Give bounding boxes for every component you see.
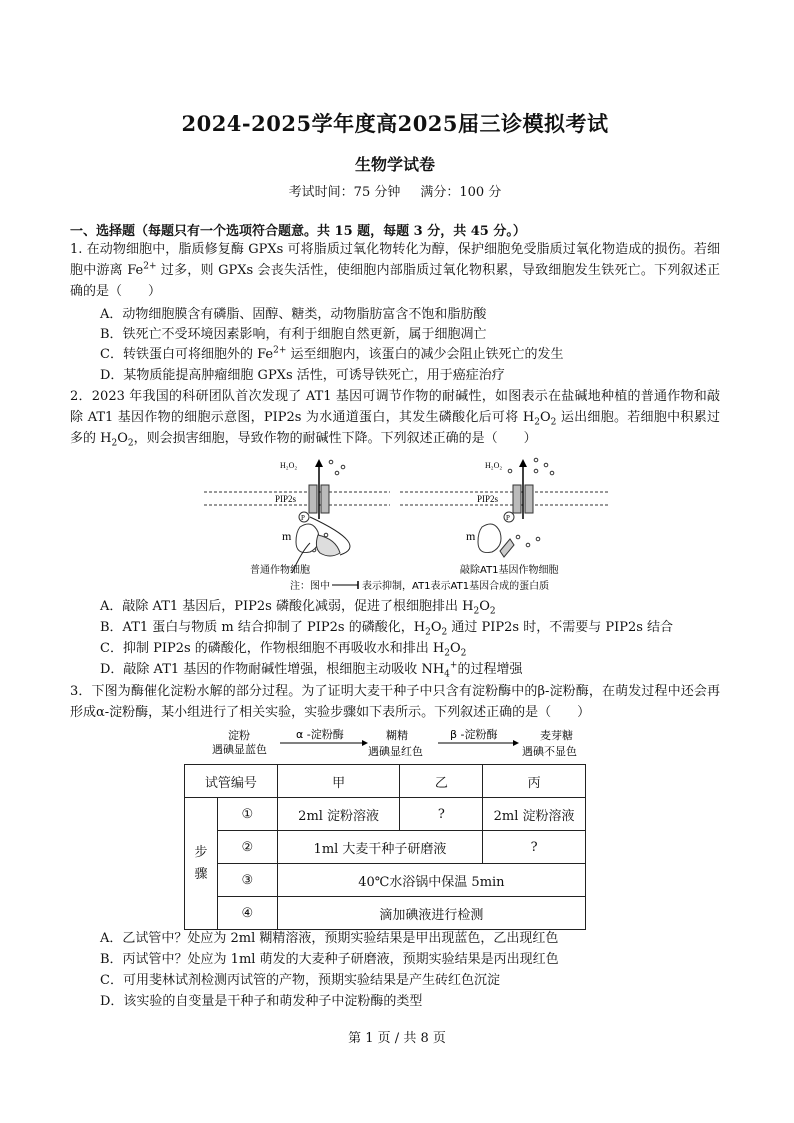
question-1-option-a[interactable]: A．动物细胞膜含有磷脂、固醇、糖类，动物脂肪富含不饱和脂肪酸	[100, 307, 487, 322]
table-row	[185, 864, 586, 897]
table-cell: ?	[483, 831, 586, 864]
table-cell: 2ml 淀粉溶液	[277, 798, 400, 831]
table-row	[185, 798, 586, 831]
question-2-option-d[interactable]: D．敲除 AT1 基因的作物耐碱性增强，根细胞主动吸收 $NH_4^+$的过程增强	[100, 660, 523, 680]
arrow-right-icon	[513, 740, 519, 746]
svg-text:糊精: 糊精	[386, 729, 408, 742]
pip2s-channel-left	[309, 485, 317, 513]
svg-text:m: m	[466, 529, 476, 543]
step-number-cell: ④	[217, 897, 277, 930]
svg-text:敲除AT1基因作物细胞: 敲除AT1基因作物细胞	[460, 565, 559, 576]
svg-text:PIP2s: PIP2s	[477, 494, 499, 504]
svg-text:PIP2s: PIP2s	[275, 494, 297, 504]
table-row	[185, 897, 586, 930]
table-cell: 40℃水浴锅中保温 5min	[277, 864, 585, 897]
question-3-option-b[interactable]: B．丙试管中？处应为 1ml 萌发的大麦种子研磨液，预期实验结果是丙出现红色	[100, 952, 559, 967]
table-cell: 1ml 大麦干种子研磨液	[277, 831, 482, 864]
question-2-option-b[interactable]: B．AT1 蛋白与物质 m 结合抑制了 PIP2s 的磷酸化，$H_2O_2$ 通过 PIP2s 时，不需要与 PIP2s 结合	[100, 620, 674, 638]
exam-score: 满分：100 分	[420, 185, 502, 200]
svg-text:β -淀粉酶: β -淀粉酶	[450, 728, 498, 741]
steps-label-cell: 步 骤	[185, 798, 218, 930]
table-cell: 2ml 淀粉溶液	[483, 798, 586, 831]
question-2-option-a[interactable]: A．敲除 AT1 基因后，PIP2s 磷酸化减弱，促进了根细胞排出 $H_2O_2$	[100, 599, 496, 617]
table-header-cell: 甲	[277, 765, 400, 798]
question-3-option-a[interactable]: A．乙试管中？处应为 2ml 糊精溶液，预期实验结果是甲出现蓝色，乙出现红色	[100, 931, 559, 946]
svg-text:遇碘显蓝色: 遇碘显蓝色	[212, 743, 267, 756]
question-1-option-b[interactable]: B．铁死亡不受环境因素影响，有利于细胞自然更新，属于细胞凋亡	[100, 327, 487, 342]
at1-protein-icon	[316, 535, 340, 556]
cell-membrane-figure	[200, 455, 620, 595]
exam-subtitle: 生物学试卷	[354, 155, 435, 174]
page-footer: 第 1 页 / 共 8 页	[348, 1031, 446, 1046]
svg-text:P: P	[506, 514, 510, 522]
table-header-cell: 丙	[483, 765, 586, 798]
step-number-cell: ②	[217, 831, 277, 864]
svg-text:遇碘显红色: 遇碘显红色	[368, 745, 423, 758]
export-arrow-icon	[519, 459, 527, 467]
step-number-cell: ①	[217, 798, 277, 831]
svg-text:普通作物细胞: 普通作物细胞	[250, 565, 310, 576]
starch-hydrolysis-flow	[210, 725, 630, 763]
svg-text:α -淀粉酶: α -淀粉酶	[296, 728, 344, 741]
substance-m-icon	[478, 524, 501, 553]
svg-text:麦芽糖: 麦芽糖	[540, 729, 573, 742]
section-heading: 一、选择题（每题只有一个选项符合题意。共 15 题，每题 3 分，共 45 分。）	[70, 224, 526, 239]
normal-crop-cell-diagram	[204, 459, 390, 576]
question-3-option-c[interactable]: C．可用斐林试剂检测丙试管的产物，预期实验结果是产生砖红色沉淀	[100, 973, 500, 988]
question-2-option-c[interactable]: C．抑制 PIP2s 的磷酸化，作物根细胞不再吸收水和排出 $H_2O_2$	[100, 641, 467, 659]
question-1-stem: 1. 在动物细胞中，脂质修复酶 GPXs 可将脂质过氧化物转化为醇，保护细胞免受脂质过氧化物造成的损伤。若细胞中游离 $Fe^{2+}$ 过多，则 GPXs 会丧失活性，使细胞内部脂质过氧化物积累，导致细胞发生铁死亡。下列叙述正确的是（ ）	[70, 242, 720, 299]
question-3-stem: 3．下图为酶催化淀粉水解的部分过程。为了证明大麦干种子中只含有淀粉酶中的β-淀粉酶，在萌发过程中还会再形成α-淀粉酶，某小组进行了相关实验，实验步骤如下表所示。下列叙述正确的是（ ）	[70, 684, 720, 720]
figure-note	[290, 579, 549, 592]
svg-text:注：图中: 注：图中	[290, 581, 330, 592]
experiment-table	[184, 764, 586, 930]
knockout-crop-cell-diagram	[400, 458, 610, 576]
question-3-option-d[interactable]: D．该实验的自变量是干种子和萌发种子中淀粉酶的类型	[100, 994, 423, 1009]
svg-text:P: P	[301, 514, 305, 522]
step-number-cell: ③	[217, 864, 277, 897]
svg-text:遇碘不显色: 遇碘不显色	[522, 745, 577, 758]
svg-text:m: m	[282, 529, 292, 543]
table-row	[185, 831, 586, 864]
question-1-option-c[interactable]: C．转铁蛋白可将细胞外的 $Fe^{2+}$ 运至细胞内，该蛋白的减少会阻止铁死亡的发生	[100, 345, 564, 362]
at1-fragment-icon	[500, 539, 514, 557]
svg-text:H₂O₂: H₂O₂	[280, 461, 298, 470]
svg-text:H₂O₂: H₂O₂	[485, 461, 503, 470]
pip2s-channel-right	[513, 485, 521, 513]
exam-title: 2024-2025学年度高2025届三诊模拟考试	[181, 111, 609, 136]
exam-info	[70, 181, 720, 200]
table-header-row	[185, 765, 586, 798]
svg-text:淀粉: 淀粉	[228, 729, 250, 742]
table-cell: 滴加碘液进行检测	[277, 897, 585, 930]
exam-time: 考试时间：75 分钟	[288, 185, 401, 200]
substance-m-icon	[296, 524, 319, 553]
svg-text:表示抑制，AT1表示AT1基因合成的蛋白质: 表示抑制，AT1表示AT1基因合成的蛋白质	[362, 581, 550, 592]
question-1-option-d[interactable]: D．某物质能提高肿瘤细胞 GPXs 活性，可诱导铁死亡，用于癌症治疗	[100, 368, 505, 383]
question-2-stem: 2．2023 年我国的科研团队首次发现了 AT1 基因可调节作物的耐碱性，如图表示在盐碱地种植的普通作物和敲除 AT1 基因作物的细胞示意图，PIP2s 为水通道蛋白，其发生磷酸化后可将 $H_2O_2$ 运出细胞。若细胞中积累过多的 $H_2O_2$，则会损害细胞，导致作物的耐碱性下降。下列叙述正确的是（ ）	[70, 389, 720, 449]
table-header-cell: 乙	[400, 765, 483, 798]
table-header-cell: 试管编号	[185, 765, 278, 798]
table-cell: ?	[400, 798, 483, 831]
export-arrow-icon	[315, 459, 323, 467]
